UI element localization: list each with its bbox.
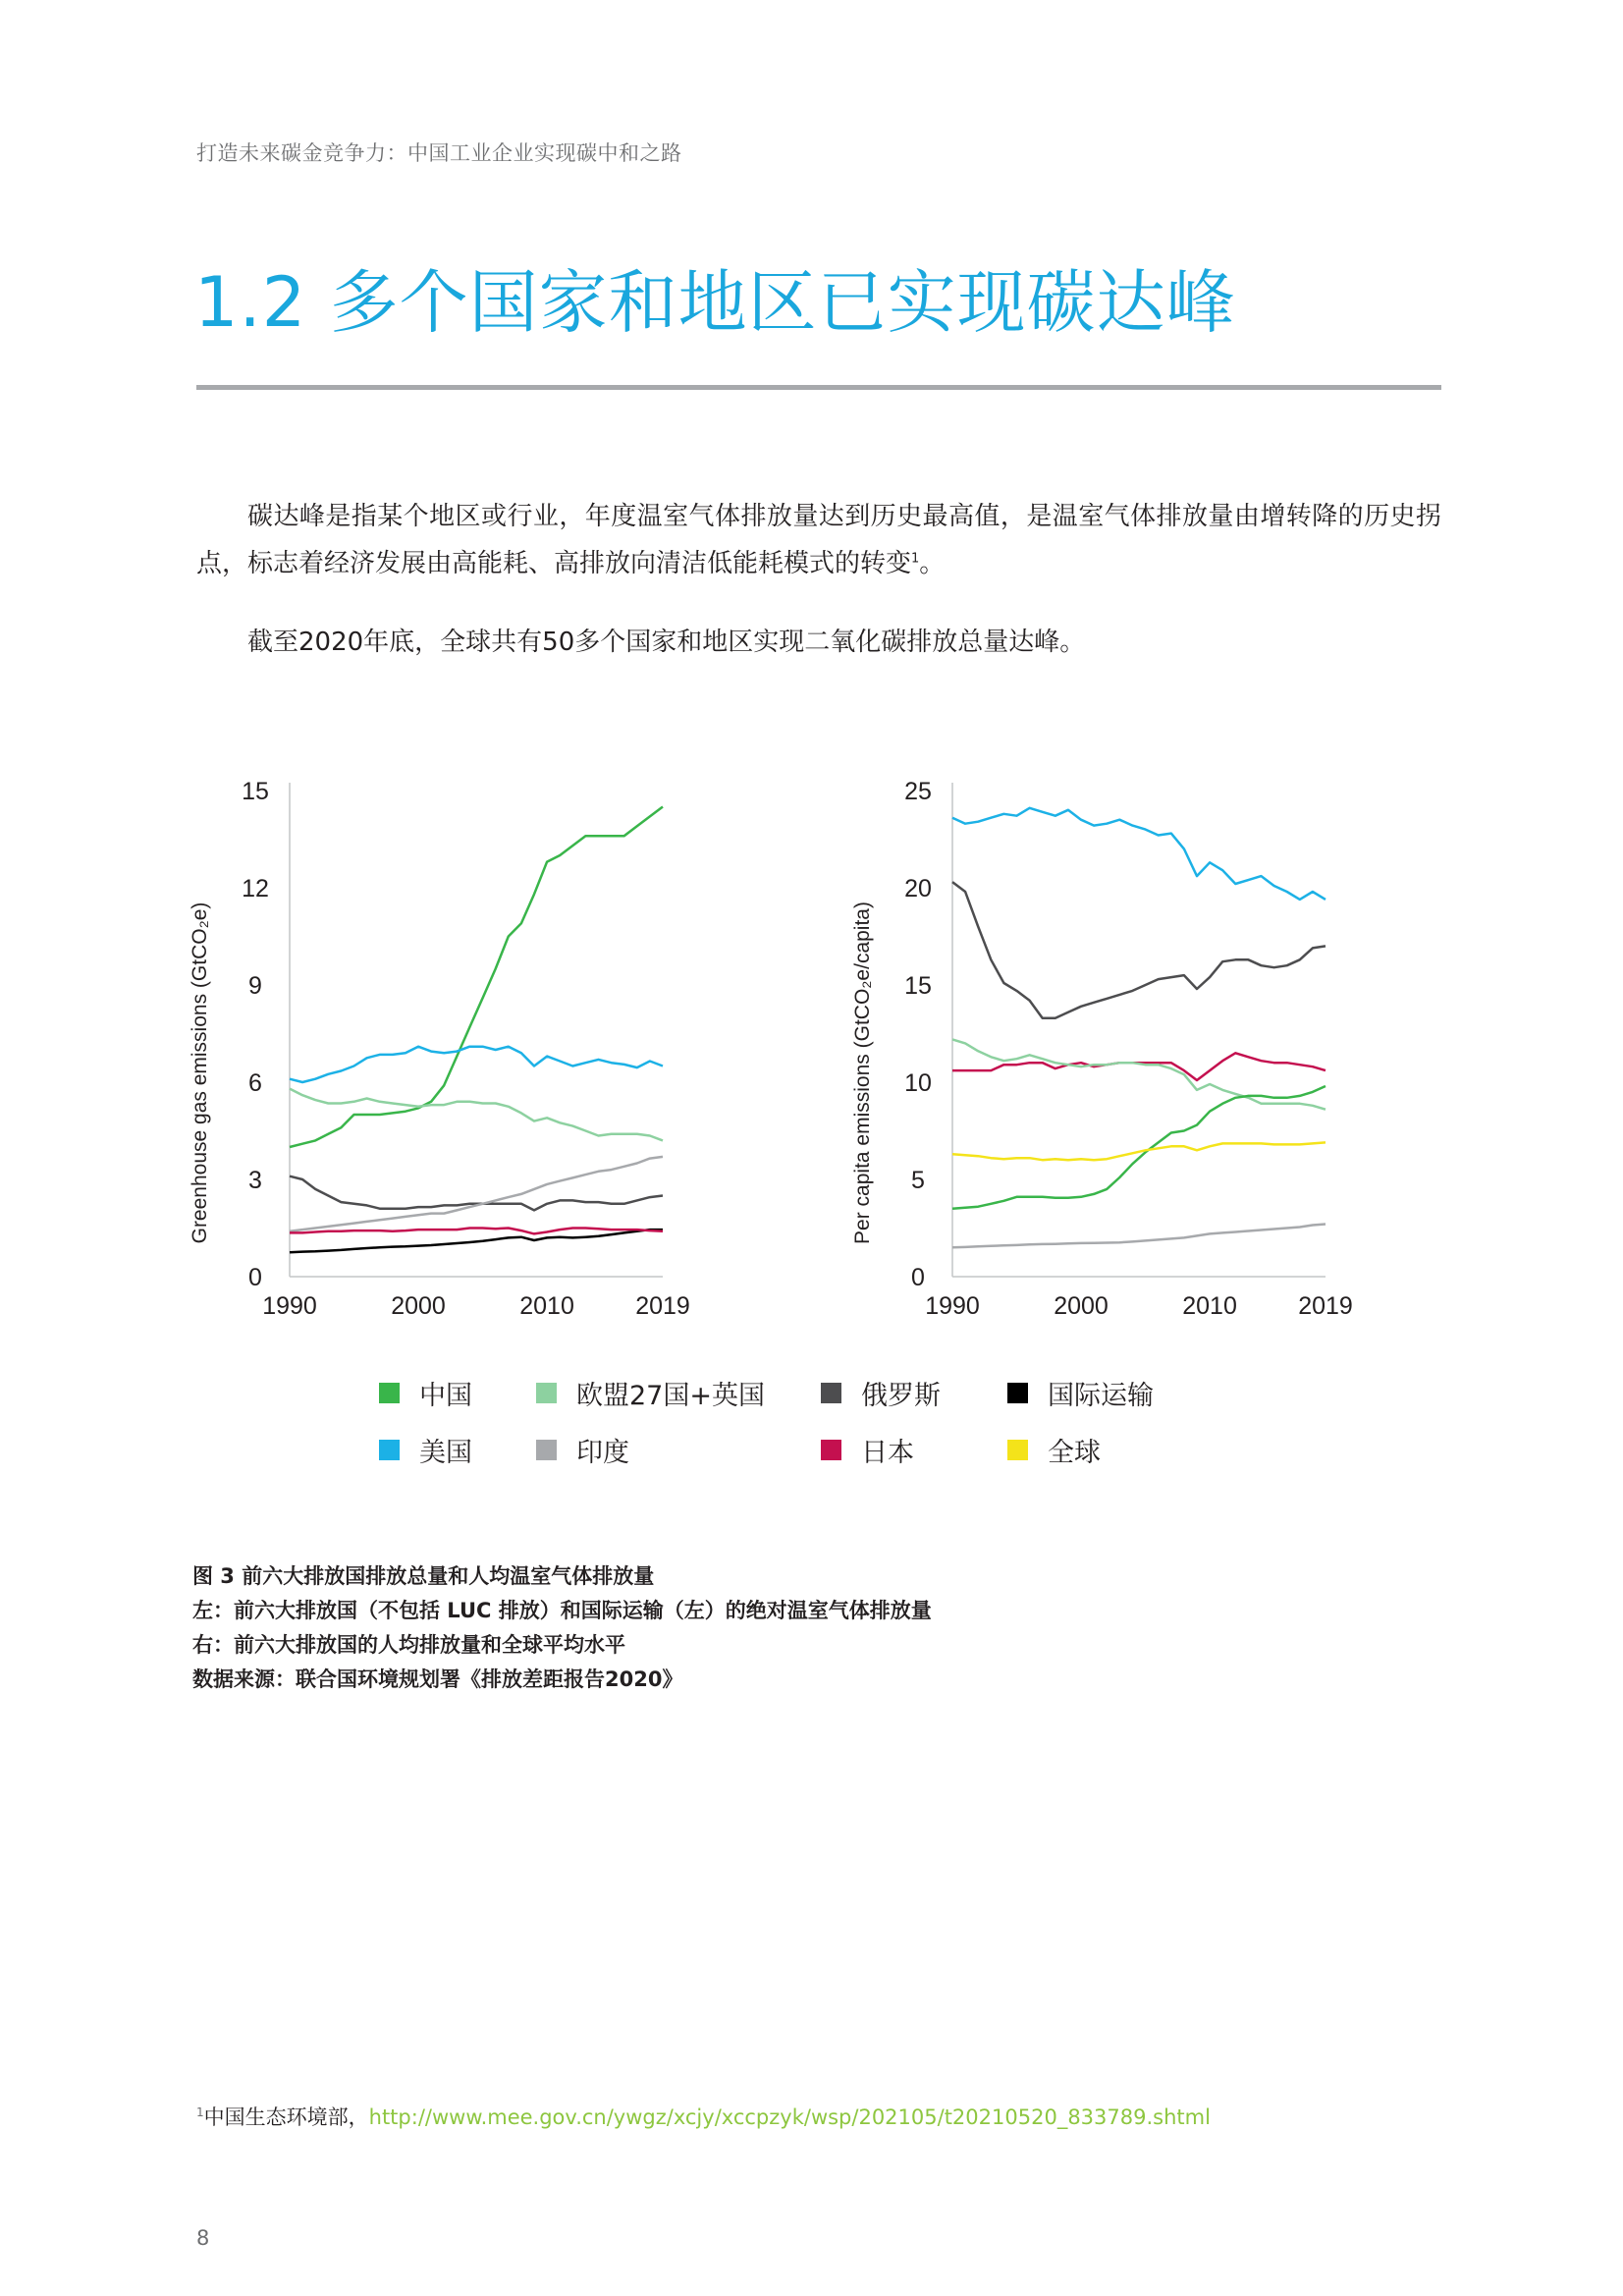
- right-chart-x-tick-label: 1990: [925, 1292, 980, 1320]
- caption-line-4: 数据来源：联合国环境规划署《排放差距报告2020》: [192, 1667, 683, 1691]
- left-chart-x-tick-label: 2000: [391, 1292, 446, 1320]
- caption-line-3: 右：前六大排放国的人均排放量和全球平均水平: [192, 1633, 625, 1657]
- left-chart-y-axis-title: Greenhouse gas emissions (GtCO₂e): [189, 902, 211, 1244]
- legend-swatch: [536, 1440, 557, 1460]
- legend-swatch: [379, 1383, 400, 1403]
- left-chart-y-tick-label: 3: [248, 1167, 262, 1194]
- legend-item-india: [536, 1432, 629, 1467]
- left-chart-series-japan: [290, 1229, 663, 1234]
- footnote-link[interactable]: http://www.mee.gov.cn/ywgz/xcjy/xccpzyk/wsp/202105/t20210520_833789.shtml: [368, 2105, 1211, 2129]
- left-chart-y-tick-label: 6: [248, 1069, 262, 1097]
- caption-line-2: 左：前六大排放国（不包括 LUC 排放）和国际运输（左）的绝对温室气体排放量: [192, 1599, 932, 1622]
- right-chart-y-tick-label: 0: [911, 1264, 925, 1291]
- figure-caption: [192, 1559, 932, 1697]
- legend-label: 印度: [576, 1437, 629, 1468]
- footnote-text: 中国生态环境部，: [203, 2105, 369, 2129]
- legend-label: 全球: [1048, 1437, 1101, 1468]
- legend-swatch: [536, 1383, 557, 1403]
- right-chart-y-tick-label: 25: [904, 778, 932, 805]
- running-header: 打造未来碳金竞争力：中国工业企业实现碳中和之路: [196, 141, 682, 165]
- chart-total-emissions: [182, 746, 731, 1336]
- left-chart-series-eu: [290, 1089, 663, 1141]
- chart-right-plot: [851, 778, 1353, 1320]
- paragraph-1-end: 。: [919, 549, 946, 578]
- right-chart-series-russia: [952, 882, 1325, 1018]
- legend-item-world: [1007, 1432, 1101, 1467]
- legend-label: 中国: [419, 1380, 472, 1411]
- chart-legend: [379, 1375, 1263, 1493]
- legend-swatch: [379, 1440, 400, 1460]
- footnote-ref[interactable]: 1: [911, 551, 920, 567]
- caption-line-1: 图 3 前六大排放国排放总量和人均温室气体排放量: [192, 1564, 655, 1588]
- left-chart-series-usa: [290, 1047, 663, 1082]
- left-chart-y-tick-label: 15: [242, 778, 269, 805]
- left-chart-series-india: [290, 1157, 663, 1231]
- chart-per-capita-emissions: [844, 746, 1394, 1336]
- legend-item-eu: [536, 1375, 765, 1410]
- legend-item-usa: [379, 1432, 472, 1467]
- chart-left-plot: [189, 778, 690, 1320]
- left-chart-series-intl: [290, 1230, 663, 1252]
- footnote: [196, 2102, 1211, 2131]
- right-chart-y-tick-label: 5: [911, 1167, 925, 1194]
- section-title: 1.2 多个国家和地区已实现碳达峰: [194, 262, 1236, 343]
- right-chart-y-tick-label: 20: [904, 875, 932, 902]
- legend-item-china: [379, 1375, 472, 1410]
- right-chart-x-tick-label: 2019: [1298, 1292, 1353, 1320]
- right-chart-y-axis-title: Per capita emissions (GtCO₂e/capita): [851, 902, 874, 1244]
- legend-swatch: [821, 1383, 841, 1403]
- legend-label: 日本: [861, 1437, 914, 1468]
- right-chart-series-eu: [952, 1039, 1325, 1109]
- right-chart-x-tick-label: 2000: [1054, 1292, 1109, 1320]
- legend-label: 欧盟27国+英国: [576, 1380, 765, 1411]
- title-divider: [196, 385, 1441, 390]
- footnote-marker: 1: [196, 2105, 204, 2119]
- left-chart-x-tick-label: 2019: [635, 1292, 690, 1320]
- legend-swatch: [821, 1440, 841, 1460]
- left-chart-x-tick-label: 1990: [262, 1292, 317, 1320]
- legend-item-japan: [821, 1432, 914, 1467]
- legend-swatch: [1007, 1383, 1028, 1403]
- legend-swatch: [1007, 1440, 1028, 1460]
- page-number: 8: [196, 2226, 210, 2250]
- right-chart-series-japan: [952, 1053, 1325, 1080]
- right-chart-y-tick-label: 10: [904, 1069, 932, 1097]
- right-chart-y-tick-label: 15: [904, 972, 932, 1000]
- legend-item-russia: [821, 1375, 941, 1410]
- legend-label: 俄罗斯: [861, 1380, 941, 1411]
- body-paragraph-1: [196, 493, 1441, 587]
- left-chart-y-tick-label: 9: [248, 972, 262, 1000]
- legend-item-intl: [1007, 1375, 1154, 1410]
- right-chart-series-india: [952, 1225, 1325, 1248]
- right-chart-series-usa: [952, 808, 1325, 900]
- left-chart-x-tick-label: 2010: [519, 1292, 574, 1320]
- left-chart-y-tick-label: 0: [248, 1264, 262, 1291]
- paragraph-1-text: 碳达峰是指某个地区或行业，年度温室气体排放量达到历史最高值，是温室气体排放量由增转降的历史拐点，标志着经济发展由高能耗、高排放向清洁低能耗模式的转变: [196, 502, 1441, 578]
- left-chart-series-china: [290, 807, 663, 1148]
- left-chart-y-tick-label: 12: [242, 875, 269, 902]
- right-chart-x-tick-label: 2010: [1182, 1292, 1237, 1320]
- legend-label: 国际运输: [1048, 1380, 1154, 1411]
- body-paragraph-2: 截至2020年底，全球共有50多个国家和地区实现二氧化碳排放总量达峰。: [247, 628, 1086, 657]
- legend-label: 美国: [419, 1437, 472, 1468]
